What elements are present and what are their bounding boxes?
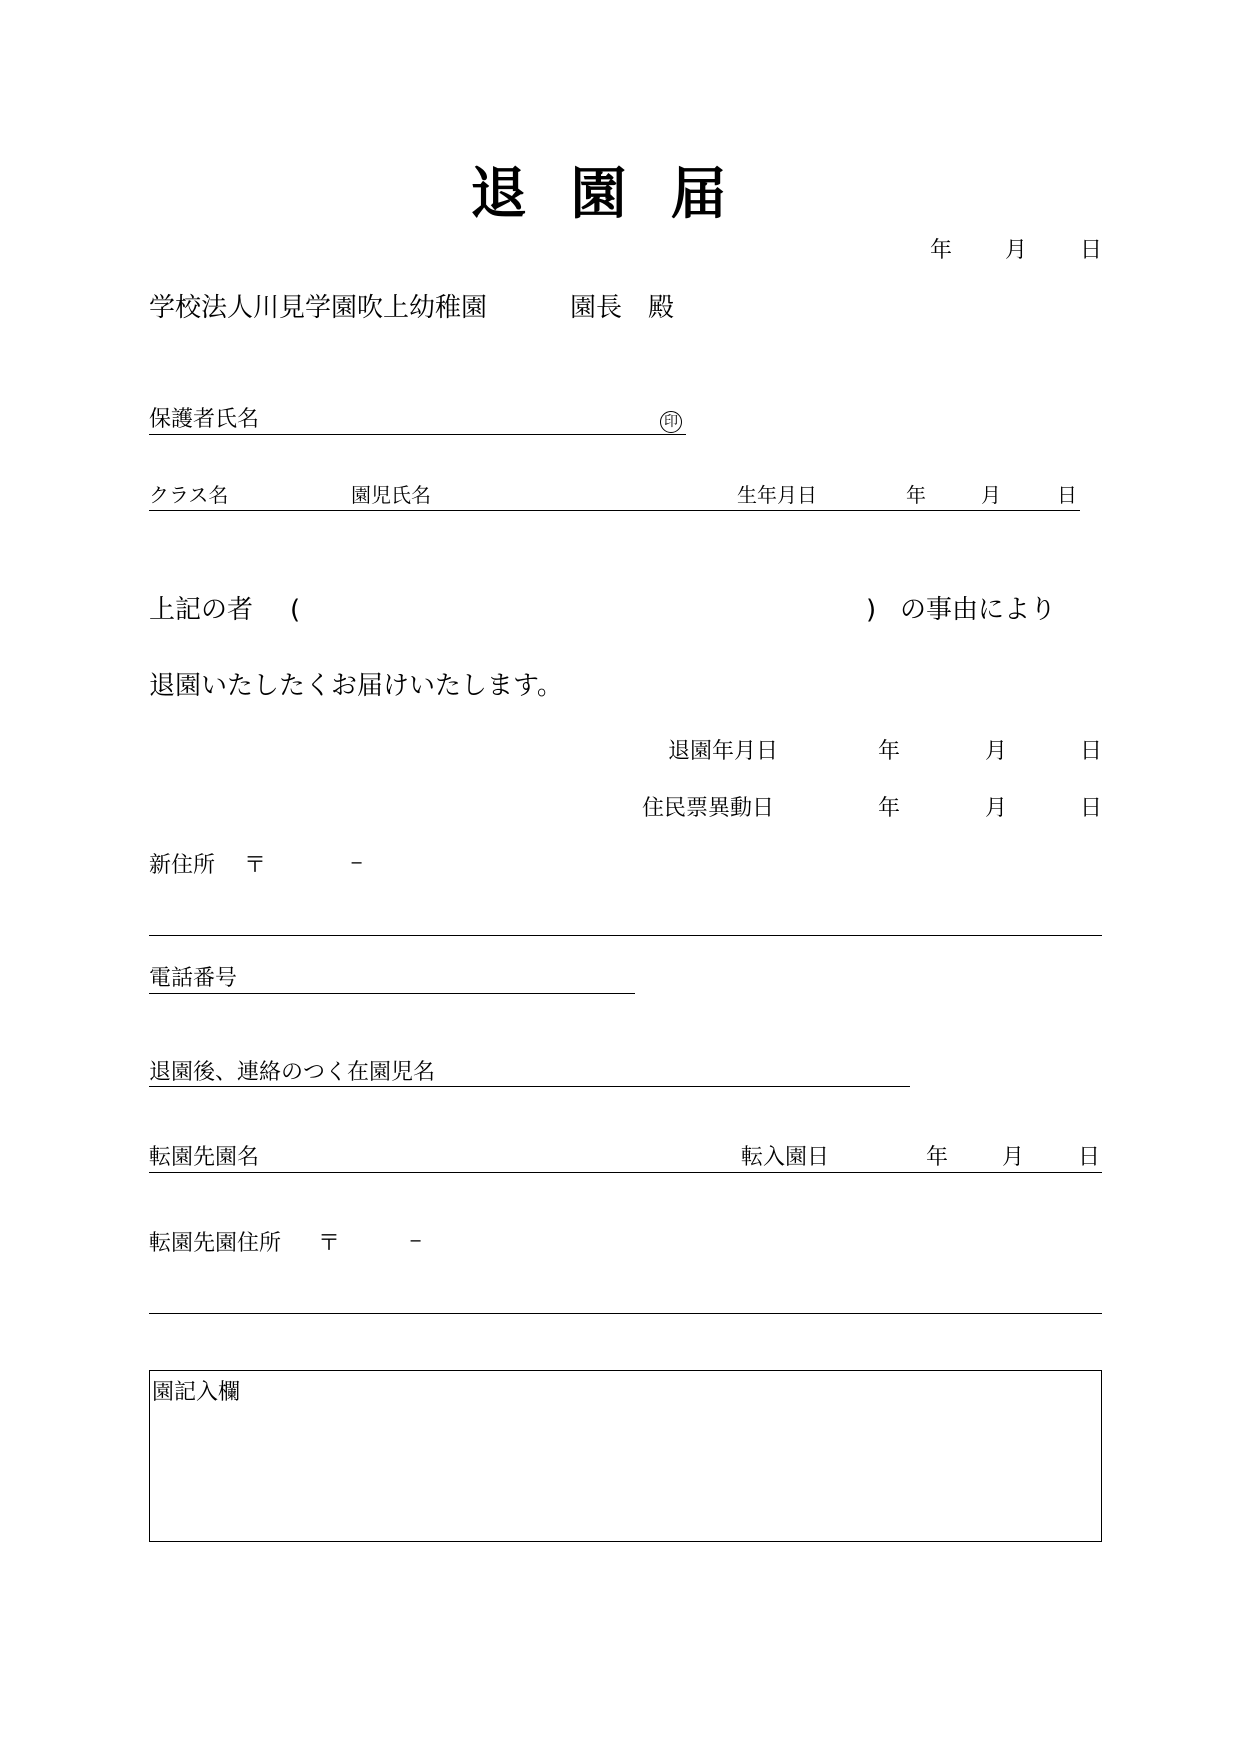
transfer-school-label: 転園先園名	[149, 1145, 260, 1170]
office-use-label: 園記入欄	[152, 1380, 241, 1405]
phone-line[interactable]	[149, 993, 635, 994]
contact-child-label: 退園後、連絡のつく在園児名	[149, 1060, 436, 1085]
guardian-label: 保護者氏名	[149, 407, 260, 432]
addressee-principal: 園長	[570, 293, 623, 323]
withdrawal-month: 月	[985, 739, 1008, 764]
child-name-label: 園児氏名	[351, 483, 431, 507]
date-year: 年	[930, 238, 953, 263]
statement-prefix: 上記の者	[149, 595, 254, 625]
resident-year: 年	[878, 796, 901, 821]
addressee-honorific: 殿	[648, 293, 675, 323]
transfer-address-line[interactable]	[149, 1313, 1102, 1314]
addressee-school: 学校法人川見学園吹上幼稚園	[149, 293, 488, 323]
postal-dash: −	[350, 853, 364, 872]
birth-year: 年	[906, 483, 926, 507]
new-address-label: 新住所	[149, 853, 216, 878]
contact-child-line[interactable]	[149, 1086, 910, 1087]
transfer-date-label: 転入園日	[741, 1145, 830, 1170]
statement-suffix: の事由により	[900, 595, 1057, 625]
guardian-name-line[interactable]	[149, 434, 686, 435]
seal-mark: 印	[660, 411, 682, 433]
transfer-address-label: 転園先園住所	[149, 1231, 282, 1256]
birth-day: 日	[1057, 483, 1077, 507]
withdrawal-day: 日	[1080, 739, 1103, 764]
child-info-line[interactable]	[149, 510, 1080, 511]
birth-month: 月	[981, 483, 1001, 507]
open-paren: (	[290, 595, 301, 625]
transfer-month: 月	[1002, 1145, 1025, 1170]
date-day: 日	[1080, 238, 1103, 263]
date-month: 月	[1005, 238, 1028, 263]
statement-line2: 退園いたしたくお届けいたします。	[149, 671, 563, 701]
resident-day: 日	[1080, 796, 1103, 821]
class-label: クラス名	[149, 483, 229, 507]
transfer-day: 日	[1078, 1145, 1101, 1170]
withdrawal-year: 年	[878, 739, 901, 764]
transfer-postal-mark: 〒	[318, 1231, 341, 1256]
resident-month: 月	[985, 796, 1008, 821]
phone-label: 電話番号	[149, 966, 238, 991]
document-title: 退園届	[470, 161, 771, 227]
close-paren: )	[866, 595, 877, 625]
transfer-postal-dash: −	[409, 1231, 423, 1250]
withdrawal-date-label: 退園年月日	[668, 739, 779, 764]
office-use-box	[149, 1370, 1102, 1542]
transfer-line[interactable]	[149, 1172, 1102, 1173]
transfer-year: 年	[926, 1145, 949, 1170]
birth-date-label: 生年月日	[737, 483, 817, 507]
new-address-line[interactable]	[149, 935, 1102, 936]
postal-mark: 〒	[244, 853, 267, 878]
resident-change-label: 住民票異動日	[642, 796, 775, 821]
